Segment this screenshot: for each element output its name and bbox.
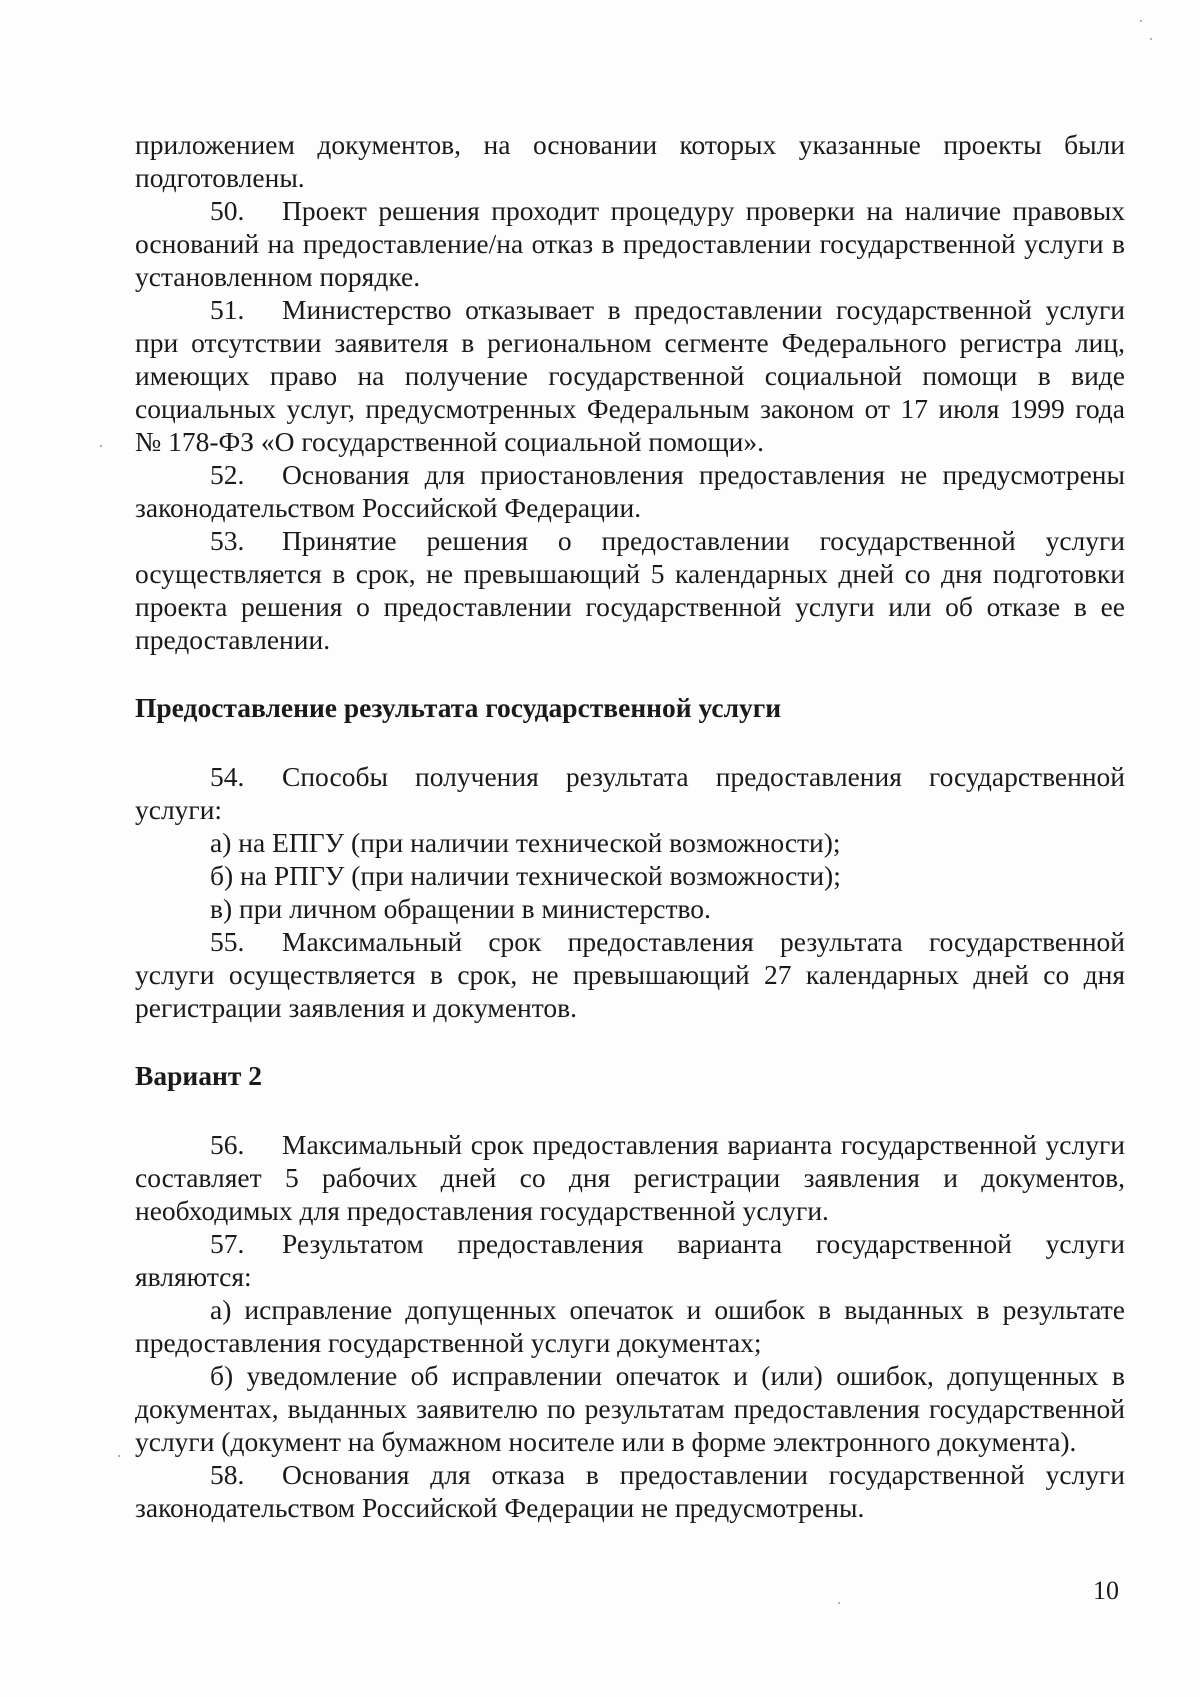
spacer: [135, 1024, 1125, 1059]
paragraph-number: 56.: [210, 1129, 245, 1160]
paragraph-text: Максимальный срок предоставления варианта государственной услуги составляет 5 рабочих дней со дня регистрации заявления и документов, необходимых для предоставления государственной услуги.: [135, 1129, 1125, 1226]
paragraph-text: Результатом предоставления варианта государственной услуги являются:: [135, 1228, 1125, 1292]
paragraph-number: 54.: [210, 761, 245, 792]
paragraph-52: [135, 458, 1125, 524]
paragraph-text: Министерство отказывает в предоставлении государственной услуги при отсутствии заявителя в региональном сегменте Федерального регистра лиц, имеющих право на получение государственной социальной помощи в виде социальных услуг, предусмотренных Федеральным законом от 17 июля 1999 года № 178-ФЗ «О государственной социальной помощи».: [135, 294, 1125, 457]
scan-speck: [1150, 38, 1152, 40]
paragraph-54: [135, 760, 1125, 826]
paragraph-text: Основания для отказа в предоставлении государственной услуги законодательством Российской Федерации не предусмотрены.: [135, 1459, 1125, 1523]
spacer: [135, 724, 1125, 760]
paragraph-number: 50.: [210, 195, 245, 226]
list-item: б) уведомление об исправлении опечаток и (или) ошибок, допущенных в документах, выданных заявителю по результатам предоставления государственной услуги (документ на бумажном носителе или в форме электронного документа).: [135, 1360, 1125, 1457]
paragraph-text: Проект решения проходит процедуру проверки на наличие правовых оснований на предоставление/на отказ в предоставлении государственной услуги в установленном порядке.: [135, 195, 1125, 292]
section-heading-variant-2: Вариант 2: [135, 1060, 262, 1091]
paragraph-number: 58.: [210, 1459, 245, 1490]
paragraph-51: [135, 293, 1125, 458]
paragraph-number: 51.: [210, 294, 245, 325]
paragraph-56: [135, 1128, 1125, 1227]
paragraph-text: Принятие решения о предоставлении государственной услуги осуществляется в срок, не превышающий 5 календарных дней со дня подготовки проекта решения о предоставлении государственной услуги или об отказе в ее предоставлении.: [135, 525, 1125, 655]
list-item: б) на РПГУ (при наличии технической возможности);: [210, 860, 841, 891]
paragraph-number: 55.: [210, 926, 245, 957]
continuation-paragraph: приложением документов, на основании которых указанные проекты были подготовлены.: [135, 129, 1125, 193]
scan-speck: [1140, 20, 1142, 22]
list-item: а) исправление допущенных опечаток и ошибок в выданных в результате предоставления государственной услуги документах;: [135, 1294, 1125, 1358]
page-number: 10: [1093, 1576, 1119, 1605]
spacer: [135, 1092, 1125, 1128]
scan-speck: [118, 1455, 120, 1457]
paragraph-57: [135, 1227, 1125, 1293]
scan-speck: [838, 1602, 840, 1604]
paragraph-55: [135, 925, 1125, 1024]
scan-speck: [100, 445, 102, 447]
paragraph-number: 52.: [210, 459, 245, 490]
paragraph-50: [135, 194, 1125, 293]
paragraph-53: [135, 524, 1125, 656]
paragraph-number: 53.: [210, 525, 245, 556]
paragraph-number: 57.: [210, 1228, 245, 1259]
spacer: [135, 656, 1125, 691]
section-heading-result: Предоставление результата государственной услуги: [135, 692, 782, 723]
list-item: в) при личном обращении в министерство.: [210, 893, 711, 924]
paragraph-text: Основания для приостановления предоставления не предусмотрены законодательством Российской Федерации.: [135, 459, 1125, 523]
paragraph-58: [135, 1458, 1125, 1524]
paragraph-text: Максимальный срок предоставления результата государственной услуги осуществляется в срок, не превышающий 27 календарных дней со дня регистрации заявления и документов.: [135, 926, 1125, 1023]
paragraph-text: Способы получения результата предоставления государственной услуги:: [135, 761, 1125, 825]
list-item: а) на ЕПГУ (при наличии технической возможности);: [210, 827, 841, 858]
document-body: [135, 128, 1125, 1524]
